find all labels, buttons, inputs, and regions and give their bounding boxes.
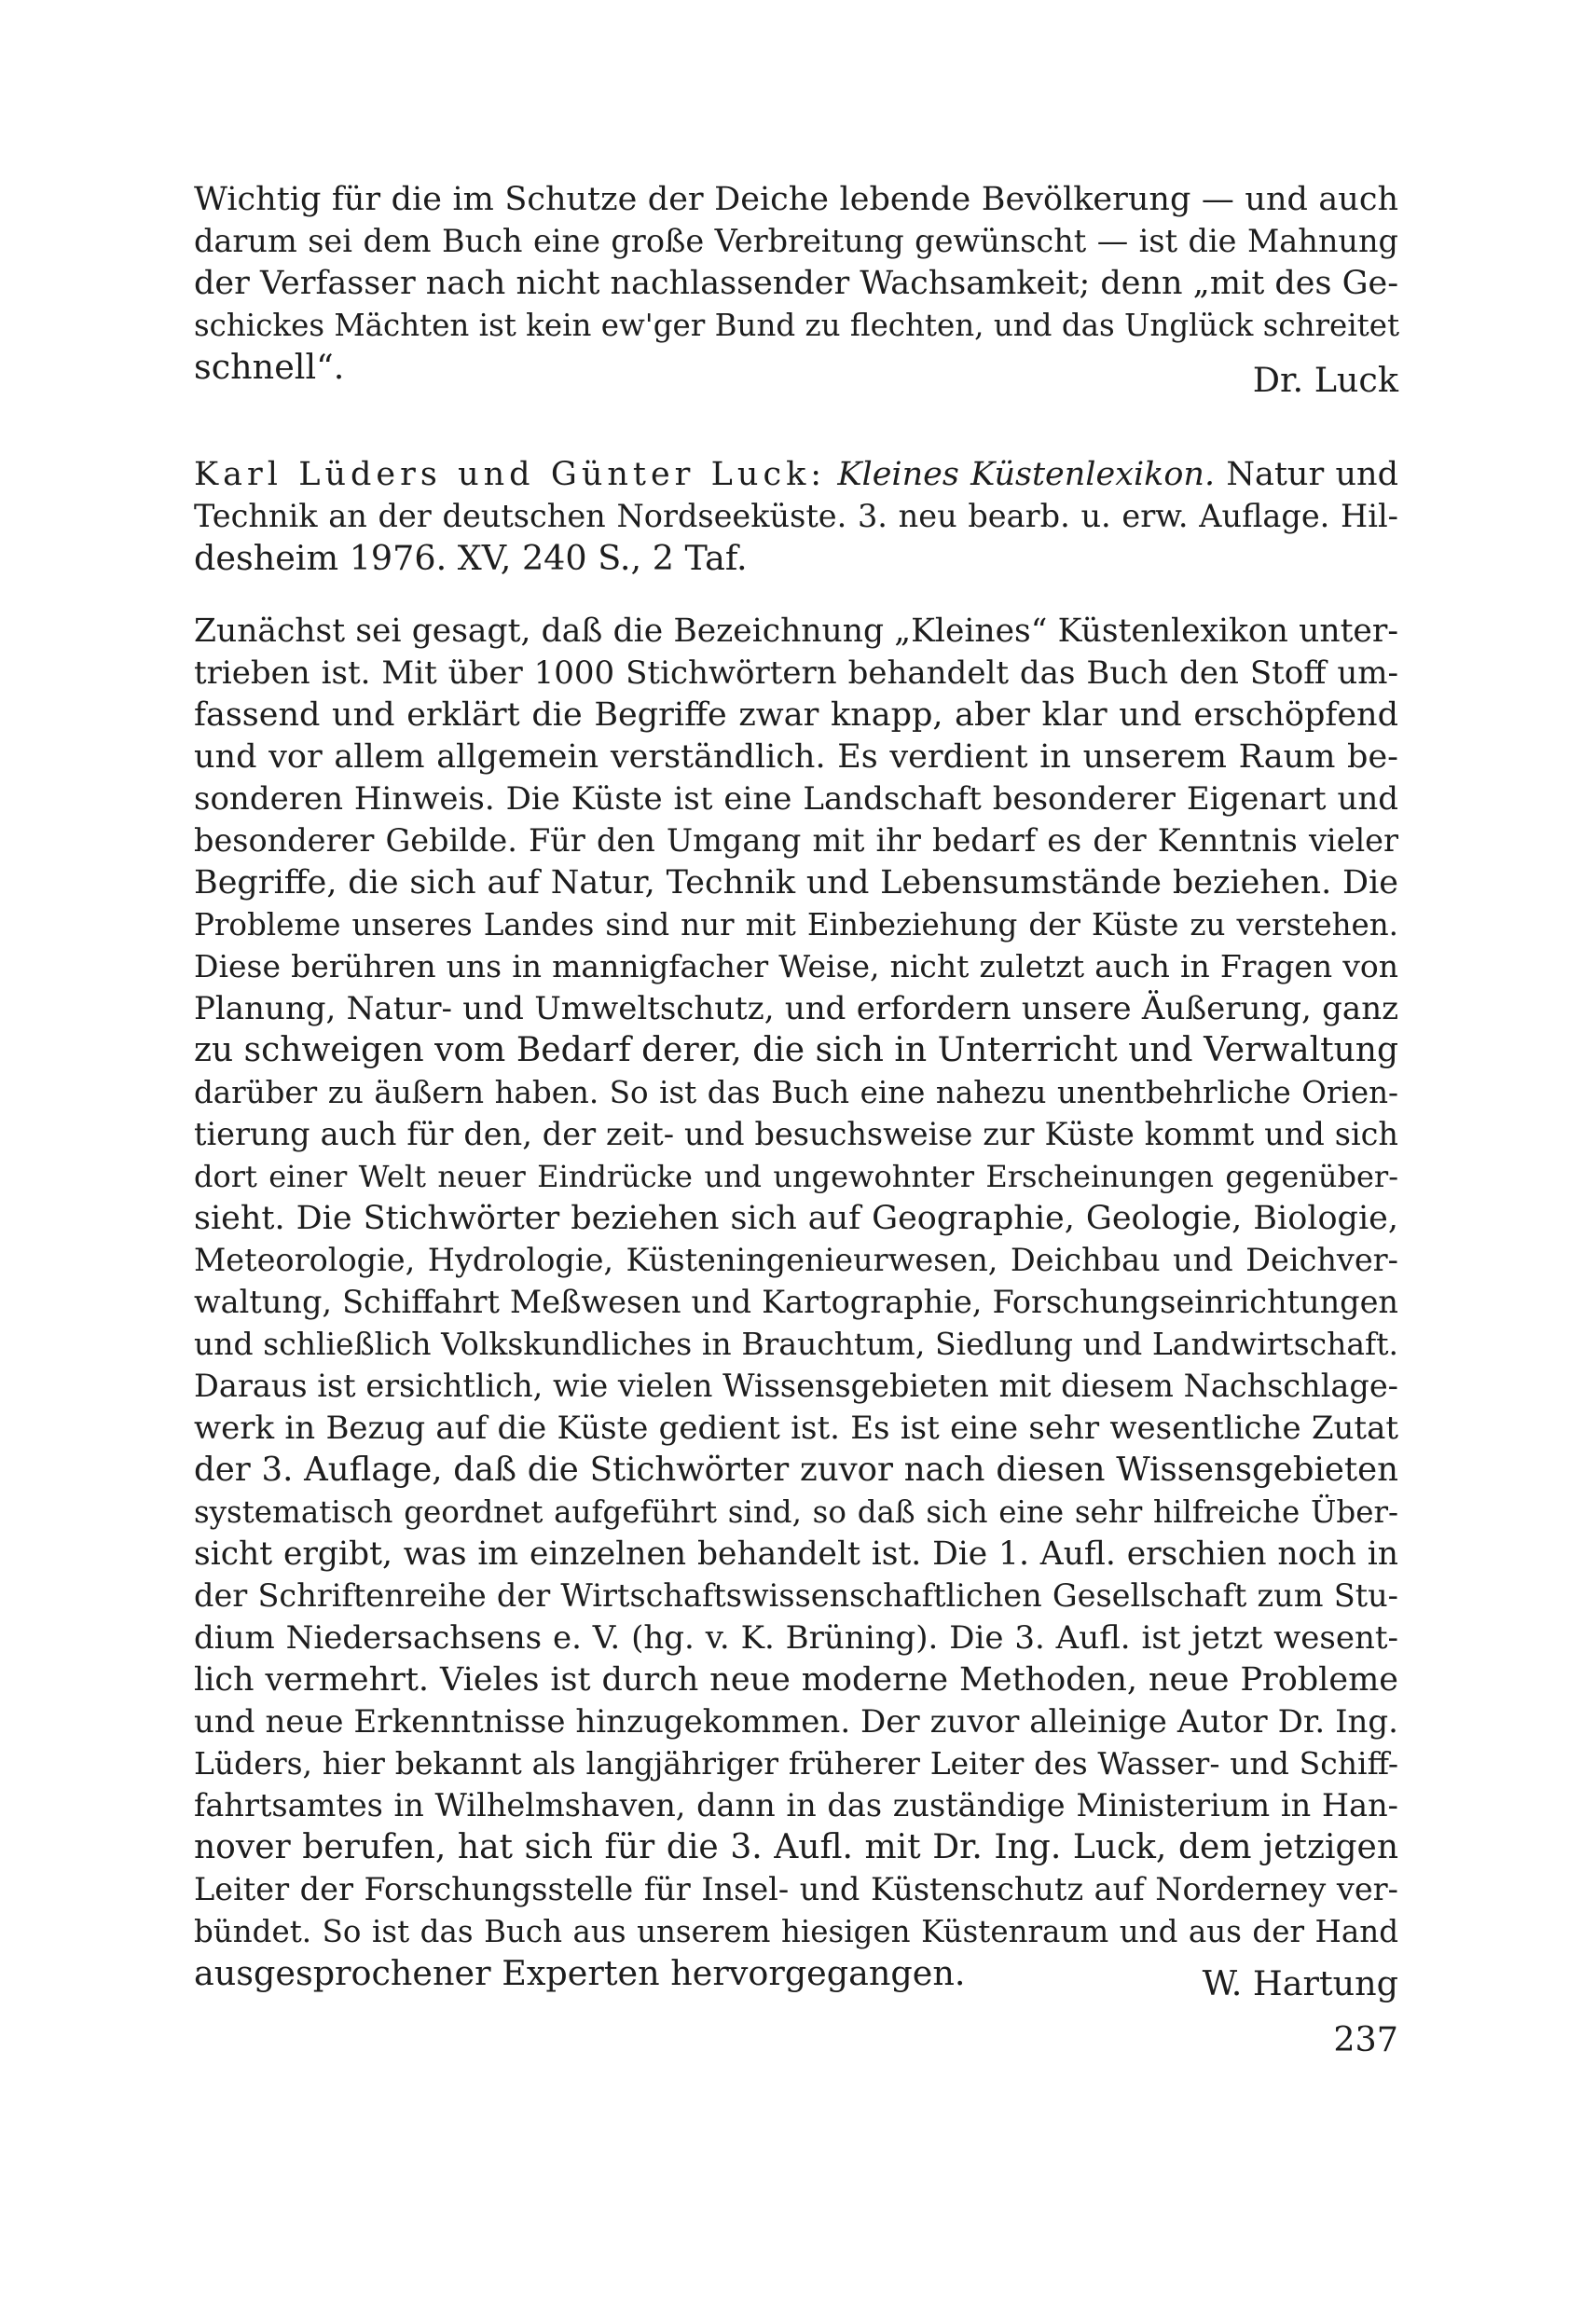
review2-line: fahrtsamtes in Wilhelmshaven, dann in das zuständige Ministerium in Han- — [194, 1787, 1398, 1823]
review2-line: nover berufen, hat sich für die 3. Aufl. mit Dr. Ing. Luck, dem jetzigen — [194, 1828, 1398, 1866]
review1-line-5: schnell“. — [194, 347, 345, 387]
review1-line-1: Wichtig für die im Schutze der Deiche lebende Bevölkerung — und auch — [194, 181, 1398, 218]
review2-line: dium Niedersachsens e. V. (hg. v. K. Brüning). Die 3. Aufl. ist jetzt wesent- — [194, 1619, 1398, 1657]
review2-line: Lüders, hier bekannt als langjähriger früherer Leiter des Wasser- und Schiff- — [194, 1745, 1398, 1782]
review2-line: trieben ist. Mit über 1000 Stichwörtern behandelt das Buch den Stoff um- — [194, 654, 1398, 692]
review2-line: tierung auch für den, der zeit- und besuchsweise zur Küste kommt und sich — [194, 1116, 1398, 1152]
review2-line: Diese berühren uns in mannigfacher Weise, nicht zuletzt auch in Fragen von — [194, 948, 1398, 984]
review2-line: dort einer Welt neuer Eindrücke und ungewohnter Erscheinungen gegenüber- — [194, 1159, 1398, 1194]
review2-line: Probleme unseres Landes sind nur mit Einbeziehung der Küste zu verstehen. — [194, 907, 1398, 943]
review1-line-2: darum sei dem Buch eine große Verbreitung gewünscht — ist die Mahnung — [194, 223, 1398, 259]
review2-line: ausgesprochener Experten hervorgegangen. — [194, 1953, 966, 1993]
review2-line: Daraus ist ersichtlich, wie vielen Wissensgebieten mit diesem Nachschlage- — [194, 1368, 1398, 1404]
review2-line: sicht ergibt, was im einzelnen behandelt ist. Die 1. Aufl. erschien noch in — [194, 1535, 1398, 1573]
citation-title: Kleines Küstenlexikon. — [837, 456, 1216, 493]
page-number: 237 — [1333, 2019, 1398, 2059]
citation-authors: Karl Lüders und Günter Luck: — [194, 456, 827, 493]
review2-line: Meteorologie, Hydrologie, Küsteningenieurwesen, Deichbau und Deichver- — [194, 1242, 1398, 1278]
review2-line: Begriffe, die sich auf Natur, Technik und Lebensumstände beziehen. Die — [194, 864, 1398, 901]
review2-line: und neue Erkenntnisse hinzugekommen. Der zuvor alleinige Autor Dr. Ing. — [194, 1703, 1398, 1741]
citation-line1-rest: Natur und — [1226, 456, 1398, 493]
review2-line: zu schweigen vom Bedarf derer, die sich in Unterricht und Verwaltung — [194, 1031, 1398, 1069]
review1-signature: Dr. Luck — [1252, 360, 1398, 400]
review2-line: bündet. So ist das Buch aus unserem hiesigen Küstenraum und aus der Hand — [194, 1914, 1398, 1949]
review2-line: systematisch geordnet aufgeführt sind, so daß sich eine sehr hilfreiche Über- — [194, 1494, 1398, 1530]
review2-line: und vor allem allgemein verständlich. Es verdient in unserem Raum be- — [194, 738, 1398, 776]
review2-line: fassend und erklärt die Begriffe zwar knapp, aber klar und erschöpfend — [194, 696, 1398, 734]
review2-line: besonderer Gebilde. Für den Umgang mit ihr bedarf es der Kenntnis vieler — [194, 822, 1398, 859]
review2-line: waltung, Schiffahrt Meßwesen und Kartographie, Forschungseinrichtungen — [194, 1284, 1398, 1320]
citation-line-3: desheim 1976. XV, 240 S., 2 Taf. — [194, 538, 748, 578]
review2-line: sieht. Die Stichwörter beziehen sich auf Geographie, Geologie, Biologie, — [194, 1200, 1398, 1237]
review2-line: werk in Bezug auf die Küste gedient ist. Es ist eine sehr wesentliche Zutat — [194, 1410, 1398, 1447]
review2-line: Leiter der Forschungsstelle für Insel- und Küstenschutz auf Norderney ver- — [194, 1871, 1398, 1907]
review2-signature: W. Hartung — [1202, 1963, 1398, 2003]
review1-line-3: der Verfasser nach nicht nachlassender Wachsamkeit; denn „mit des Ge- — [194, 265, 1399, 302]
review2-line: der Schriftenreihe der Wirtschaftswissenschaftlichen Gesellschaft zum Stu- — [194, 1577, 1398, 1614]
review2-line: Planung, Natur- und Umweltschutz, und erfordern unsere Äußerung, ganz — [194, 990, 1398, 1027]
citation-line-1 — [194, 453, 1398, 496]
review1-line-4: schickes Mächten ist kein ew'ger Bund zu flechten, und das Unglück schreitet — [194, 308, 1400, 343]
review2-line: und schließlich Volkskundliches in Brauchtum, Siedlung und Landwirtschaft. — [194, 1326, 1398, 1362]
review2-line: Zunächst sei gesagt, daß die Bezeichnung „Kleines“ Küstenlexikon unter- — [194, 612, 1398, 650]
review2-line: sonderen Hinweis. Die Küste ist eine Landschaft besonderer Eigenart und — [194, 780, 1398, 818]
review2-line: der 3. Auflage, daß die Stichwörter zuvor nach diesen Wissensgebieten — [194, 1451, 1398, 1489]
review2-line: lich vermehrt. Vieles ist durch neue moderne Methoden, neue Probleme — [194, 1661, 1398, 1699]
citation-line-2: Technik an der deutschen Nordseeküste. 3. neu bearb. u. erw. Auflage. Hil- — [194, 498, 1398, 534]
review2-line: darüber zu äußern haben. So ist das Buch eine nahezu unentbehrliche Orien- — [194, 1075, 1398, 1110]
